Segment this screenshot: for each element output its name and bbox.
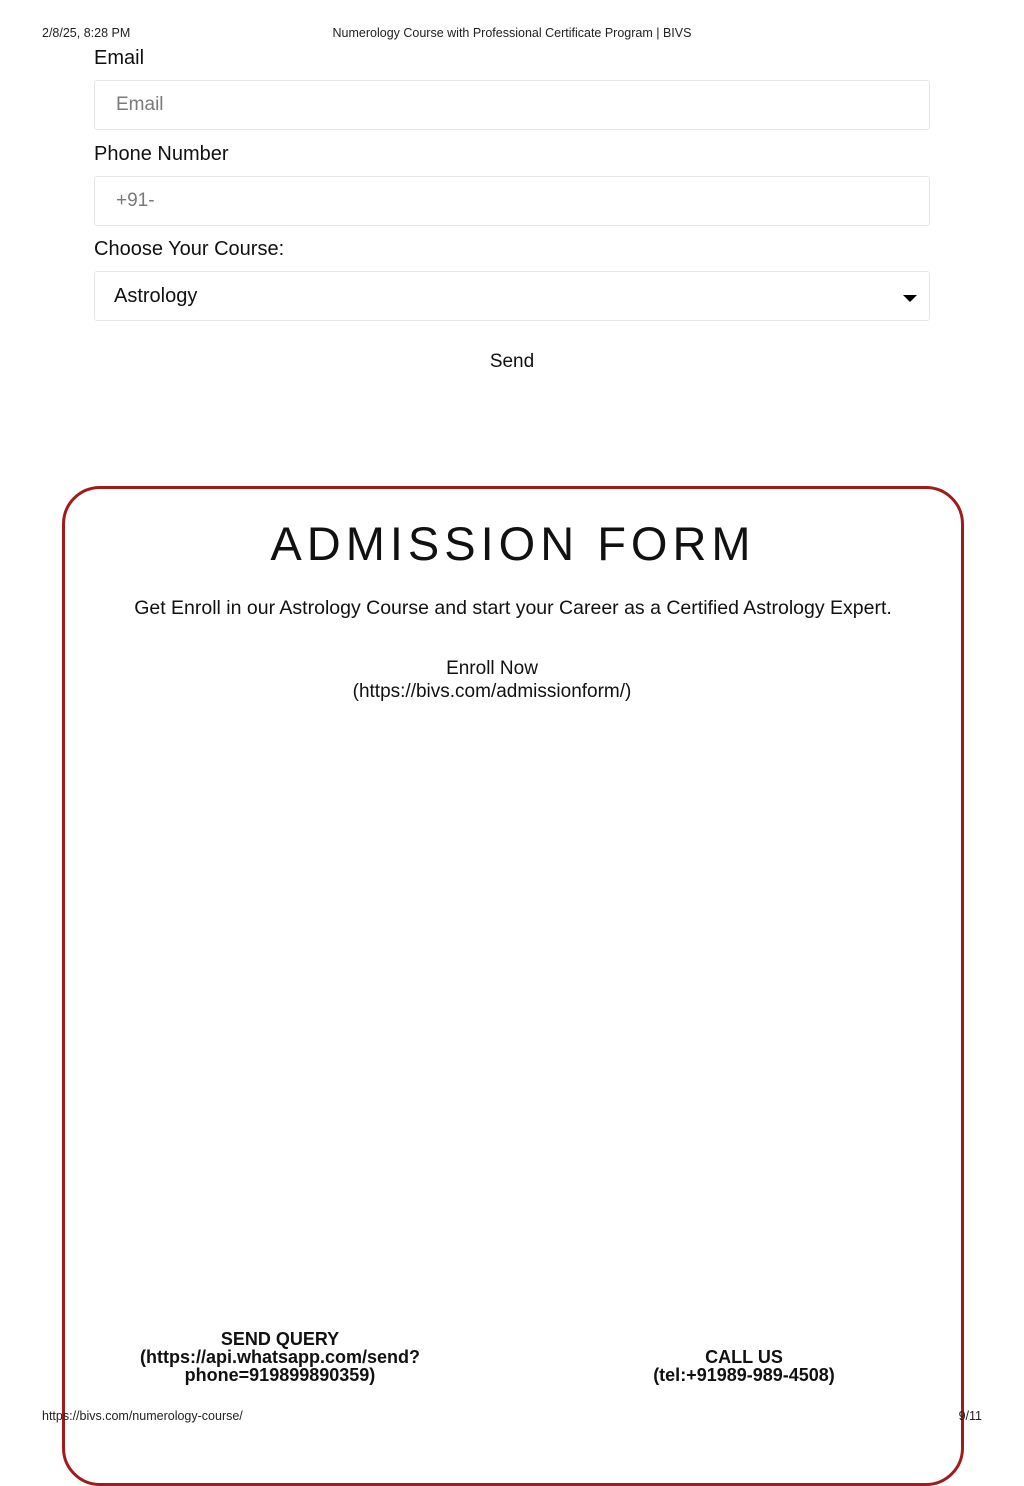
email-field-box[interactable] — [94, 80, 930, 130]
course-label: Choose Your Course: — [94, 238, 285, 260]
send-query-url-line2: phone=919899890359) — [184, 1365, 376, 1385]
send-query-url-line1: (https://api.whatsapp.com/send? — [139, 1347, 421, 1367]
print-footer — [42, 1409, 982, 1425]
phone-label: Phone Number — [94, 143, 229, 165]
admission-title: ADMISSION FORM — [270, 517, 756, 570]
enroll-now-link[interactable] — [312, 657, 672, 703]
email-input[interactable] — [95, 81, 929, 129]
enroll-now-text: Enroll Now — [446, 658, 538, 679]
course-select[interactable] — [94, 271, 930, 321]
call-us-text: CALL US — [705, 1347, 783, 1367]
phone-input[interactable] — [95, 177, 929, 225]
course-select-value: Astrology — [114, 285, 198, 307]
print-header — [42, 26, 982, 42]
chevron-down-icon — [903, 295, 917, 302]
print-page-title: Numerology Course with Professional Certificate Program | BIVS — [332, 26, 692, 40]
call-us-url: (tel:+91989-989-4508) — [653, 1365, 835, 1385]
send-query-text: SEND QUERY — [220, 1329, 340, 1349]
print-url: https://bivs.com/numerology-course/ — [42, 1409, 243, 1423]
enroll-now-url: (https://bivs.com/admissionform/) — [352, 681, 632, 702]
admission-subtitle: Get Enroll in our Astrology Course and start your Career as a Certified Astrology Expert. — [134, 597, 892, 619]
email-label: Email — [94, 47, 145, 69]
send-query-link[interactable] — [125, 1330, 435, 1384]
phone-field-box[interactable] — [94, 176, 930, 226]
call-us-link[interactable] — [614, 1348, 874, 1384]
print-page-number: 9/11 — [958, 1409, 982, 1423]
send-button[interactable]: Send — [489, 351, 535, 372]
print-date: 2/8/25, 8:28 PM — [42, 26, 131, 40]
